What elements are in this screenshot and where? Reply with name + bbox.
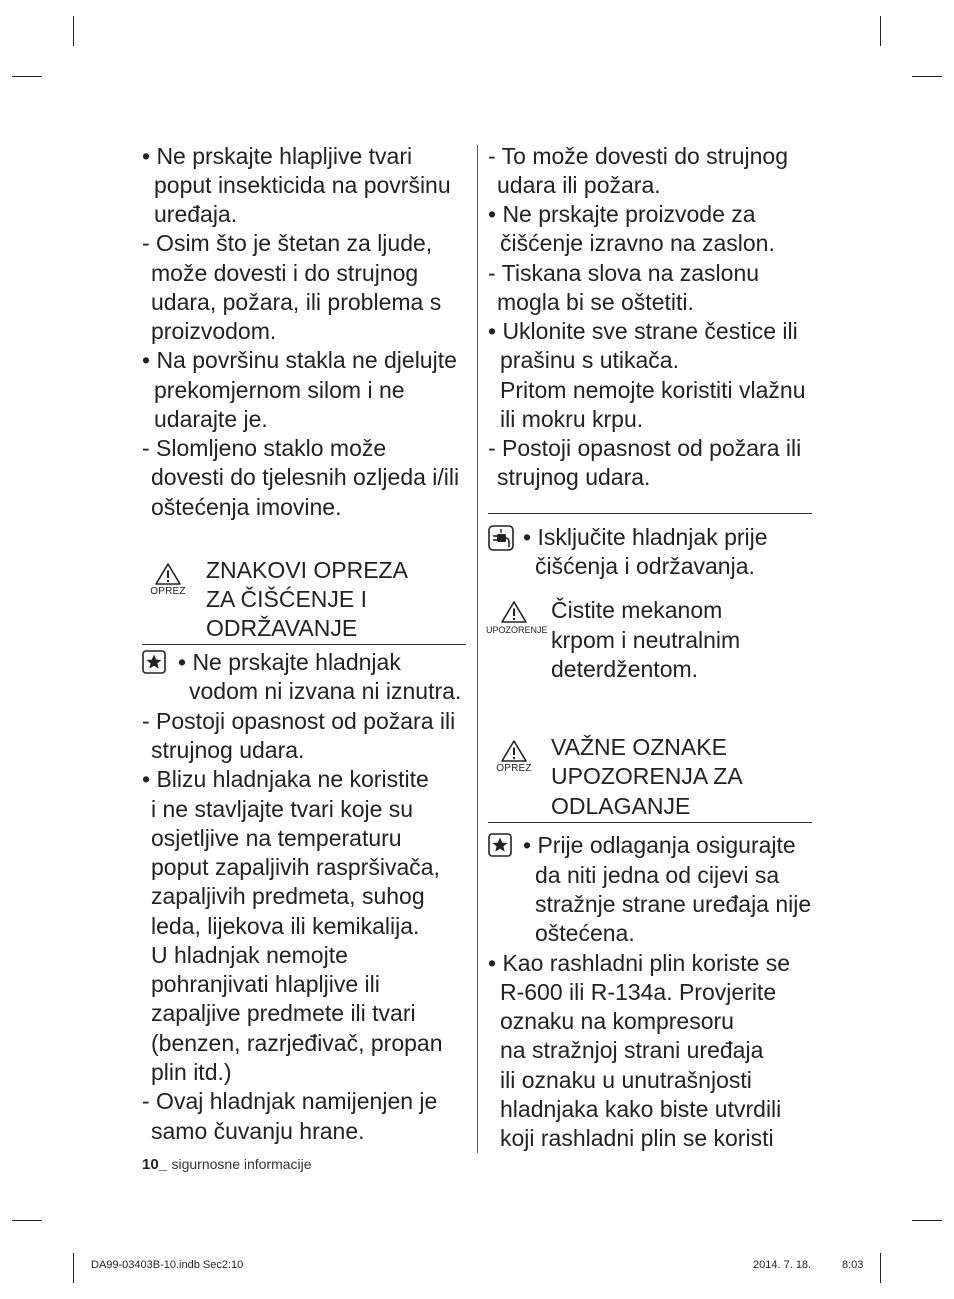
page-footer — [142, 1156, 312, 1174]
text-line: pohranjivati hlapljive ili — [151, 971, 380, 997]
unplug-note-line: čišćenja i održavanja. — [535, 553, 755, 579]
text-line: može dovesti i do strujnog — [151, 260, 419, 286]
text-line: prašinu s utikača. — [500, 347, 679, 373]
warning-icon-label: UPOZORENJE — [486, 625, 548, 635]
text-line: vodom ni izvana ni iznutra. — [189, 678, 462, 704]
text-line: ili mokru krpu. — [500, 406, 644, 432]
text-line: • Na površinu stakla ne djelujte — [142, 347, 457, 373]
text-line: stražnje strane uređaja nije — [535, 891, 812, 917]
crop-mark — [880, 16, 881, 46]
text-line: uređaja. — [154, 201, 238, 227]
crop-mark — [12, 76, 42, 77]
text-line: • Ne prskajte hlapljive tvari — [142, 143, 413, 169]
text-line: udarajte je. — [154, 406, 268, 432]
text-line: - Osim što je štetan za ljude, — [142, 230, 433, 256]
section-rule — [488, 822, 812, 823]
text-line: • Ne prskajte proizvode za — [488, 201, 756, 227]
text-line: zapaljive predmete ili tvari — [151, 1000, 416, 1026]
text-line: plin itd.) — [151, 1059, 232, 1085]
text-line: • Uklonite sve strane čestice ili — [488, 318, 798, 344]
text-line: dovesti do tjelesnih ozljeda i/ili — [151, 464, 460, 490]
crop-mark — [912, 76, 942, 77]
text-line: strujnog udara. — [151, 737, 305, 763]
section-heading-line: ODLAGANJE — [551, 793, 691, 819]
text-line: • Prije odlaganja osigurajte — [523, 832, 796, 858]
text-line: - Postoji opasnost od požara ili — [488, 435, 802, 461]
text-line: poput zapaljivih raspršivača, — [151, 854, 440, 880]
crop-mark — [912, 1220, 942, 1221]
warning-note-line: deterdžentom. — [551, 656, 699, 682]
warning-note-line: krpom i neutralnim — [551, 627, 741, 653]
caution-icon-label: OPREZ — [496, 763, 532, 774]
section-heading-line: UPOZORENJA ZA — [551, 763, 743, 789]
text-line: oznaku na kompresoru — [500, 1008, 734, 1034]
warning-triangle-icon — [500, 739, 528, 763]
text-line: poput insekticida na površinu — [154, 172, 451, 198]
text-line: - Postoji opasnost od požara ili — [142, 708, 456, 734]
text-line: samo čuvanju hrane. — [151, 1118, 365, 1144]
text-line: oštećenja imovine. — [151, 494, 342, 520]
text-line: • Kao rashladni plin koriste se — [488, 950, 791, 976]
warning-triangle-icon — [154, 562, 182, 586]
text-line: ili oznaku u unutrašnjosti — [500, 1067, 752, 1093]
crop-mark — [12, 1220, 42, 1221]
section-rule — [142, 644, 466, 645]
text-line: oštećena. — [535, 920, 635, 946]
text-line: čišćenje izravno na zaslon. — [500, 230, 775, 256]
text-line: - Tiskana slova na zaslonu — [488, 260, 760, 286]
unplug-icon — [488, 525, 512, 549]
crop-mark — [880, 1253, 881, 1283]
text-line: • Blizu hladnjaka ne koristite — [142, 766, 429, 792]
print-file-info: DA99-03403B-10.indb Sec2:10 — [91, 1259, 244, 1271]
text-line: koji rashladni plin se koristi — [500, 1125, 774, 1151]
crop-mark — [73, 16, 74, 46]
text-line: udara ili požara. — [497, 172, 661, 198]
section-heading-line: VAŽNE OZNAKE — [551, 734, 727, 760]
text-line: - Ovaj hladnjak namijenjen je — [142, 1088, 438, 1114]
text-line: - Slomljeno staklo može — [142, 435, 387, 461]
star-important-icon — [488, 833, 512, 857]
caution-icon-label: OPREZ — [150, 586, 186, 597]
warning-note-line: Čistite mekanom — [551, 597, 723, 623]
text-line: - To može dovesti do strujnog — [488, 143, 789, 169]
section-label: sigurnosne informacije — [171, 1156, 312, 1172]
text-line: strujnog udara. — [497, 464, 651, 490]
text-line: hladnjaka kako biste utvrdili — [500, 1096, 782, 1122]
print-time: 8:03 — [842, 1259, 864, 1271]
text-line: mogla bi se oštetiti. — [497, 289, 694, 315]
crop-mark — [73, 1253, 74, 1283]
text-line: udara, požara, ili problema s — [151, 289, 442, 315]
page-number: 10_ — [142, 1156, 168, 1173]
unplug-note-line: • Isključite hladnjak prije — [523, 524, 768, 550]
text-line: da niti jedna od cijevi sa — [535, 862, 780, 888]
section-heading-line: ZNAKOVI OPREZA — [206, 557, 408, 583]
star-important-icon — [142, 650, 166, 674]
text-line: zapaljivih predmeta, suhog — [151, 883, 425, 909]
text-line: na stražnjoj strani uređaja — [500, 1037, 764, 1063]
warning-triangle-icon — [500, 600, 528, 624]
print-date: 2014. 7. 18. — [753, 1259, 812, 1271]
text-line: i ne stavljajte tvari koje su — [151, 796, 414, 822]
text-line: proizvodom. — [151, 318, 277, 344]
warning-icon — [486, 600, 548, 636]
text-line: • Ne prskajte hladnjak — [178, 649, 401, 675]
section-heading-line: ODRŽAVANJE — [206, 615, 358, 641]
text-line: R-600 ili R-134a. Provjerite — [500, 979, 777, 1005]
caution-icon — [146, 562, 190, 598]
text-line: U hladnjak nemojte — [151, 942, 348, 968]
caution-icon — [492, 739, 536, 775]
section-rule — [488, 513, 812, 514]
text-line: prekomjernom silom i ne — [154, 377, 405, 403]
column-divider — [477, 145, 478, 1153]
section-heading-line: ZA ČIŠĆENJE I — [206, 586, 368, 612]
text-line: (benzen, razrjeđivač, propan — [151, 1030, 443, 1056]
text-line: Pritom nemojte koristiti vlažnu — [500, 377, 806, 403]
text-line: leda, lijekova ili kemikalija. — [151, 913, 420, 939]
text-line: osjetljive na temperaturu — [151, 825, 402, 851]
